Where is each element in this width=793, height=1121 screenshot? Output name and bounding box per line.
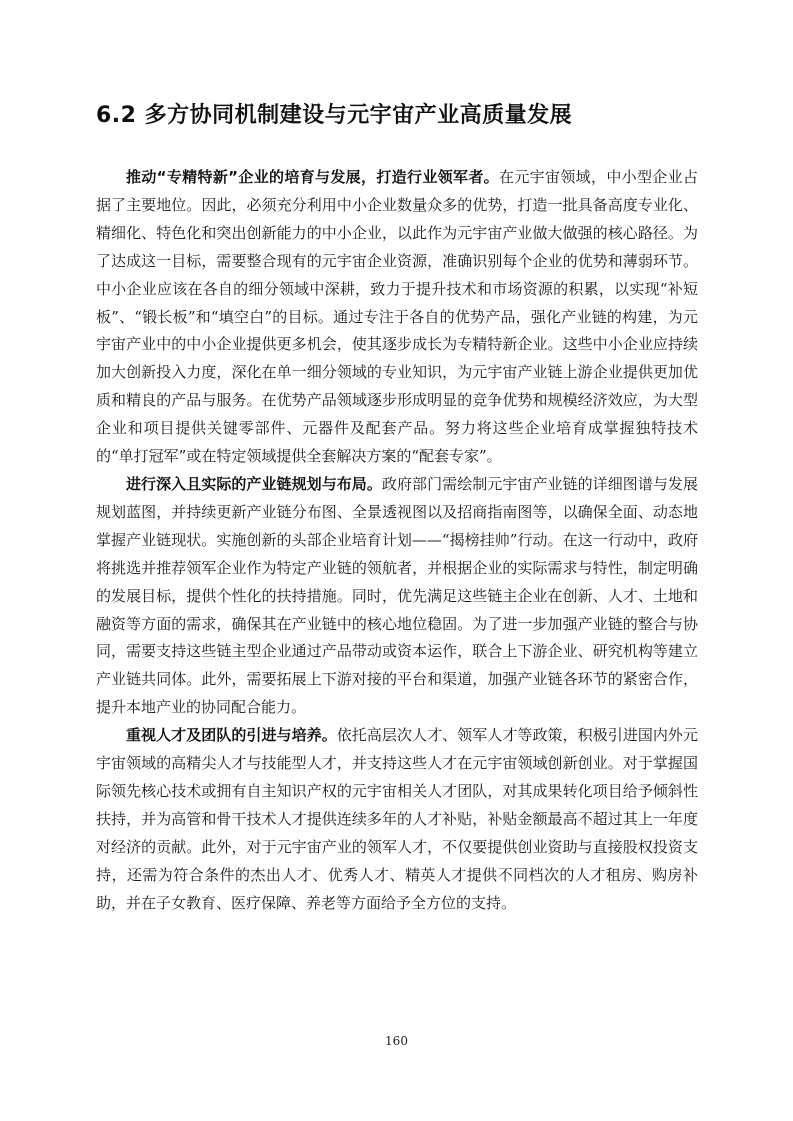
paragraph-lead: 进行深入且实际的产业链规划与布局。 — [126, 474, 382, 493]
paragraph-industry-chain — [96, 471, 698, 722]
paragraph-body: 依托高层次人才、领军人才等政策，积极引进国内外元宇宙领域的高精尖人才与技能型人才，并支持这些人才在元宇宙领域创新创业。对于掌握国际领先核心技术或拥有自主知识产权的元宇宙相关人才团队，对其成果转化项目给予倾斜性扶持，并为高管和骨干技术人才提供连续多年的人才补贴，补贴金额最高不超过其上一年度对经济的贡献。此外，对于元宇宙产业的领军人才，不仅要提供创业资助与直接股权投资支持，还需为符合条件的杰出人才、优秀人才、精英人才提供不同档次的人才租房、购房补助，并在子女教育、医疗保障、养老等方面给予全方位的支持。 — [96, 726, 698, 912]
document-page — [96, 96, 698, 917]
paragraph-lead: 重视人才及团队的引进与培养。 — [126, 726, 337, 745]
paragraph-body: 在元宇宙领域，中小型企业占据了主要地位。因此，必须充分利用中小企业数量众多的优势，打造一批具备高度专业化、精细化、特色化和突出创新能力的中小企业，以此作为元宇宙产业做大做强的核心路径。为了达成这一目标，需要整合现有的元宇宙企业资源，准确识别每个企业的优势和薄弱环节。中小企业应该在各自的细分领域中深耕，致力于提升技术和市场资源的积累，以实现“补短板”、“锻长板”和“填空白”的目标。通过专注于各自的优势产品，强化产业链的构建，为元宇宙产业中的中小企业提供更多机会，使其逐步成长为专精特新企业。这些中小企业应持续加大创新投入力度，深化在单一细分领域的专业知识，为元宇宙产业链上游企业提供更加优质和精良的产品与服务。在优势产品领域逐步形成明显的竞争优势和规模经济效应，为大型企业和项目提供关键零部件、元器件及配套产品。努力将这些企业培育成掌握独特技术的“单打冠军”或在特定领域提供全套解决方案的“配套专家”。 — [96, 168, 698, 466]
section-title: 6.2 多方协同机制建设与元宇宙产业高质量发展 — [96, 103, 573, 128]
paragraph-talent — [96, 722, 698, 917]
paragraph-specialized-enterprises — [96, 164, 698, 471]
paragraph-body: 政府部门需绘制元宇宙产业链的详细图谱与发展规划蓝图，并持续更新产业链分布图、全景透视图以及招商指南图等，以确保全面、动态地掌握产业链现状。实施创新的头部企业培育计划——“揭榜挂帅”行动。在这一行动中，政府将挑选并推荐领军企业作为特定产业链的领航者，并根据企业的实际需求与特性，制定明确的发展目标，提供个性化的扶持措施。同时，优先满足这些链主企业在创新、人才、土地和融资等方面的需求，确保其在产业链中的核心地位稳固。为了进一步加强产业链的整合与协同，需要支持这些链主型企业通过产品带动或资本运作，联合上下游企业、研究机构等建立产业链共同体。此外，需要拓展上下游对接的平台和渠道，加强产业链各环节的紧密合作，提升本地产业的协同配合能力。 — [96, 474, 698, 717]
page-number: 160 — [385, 1034, 408, 1048]
paragraph-lead: 推动“专精特新”企业的培育与发展，打造行业领军者。 — [126, 168, 499, 186]
